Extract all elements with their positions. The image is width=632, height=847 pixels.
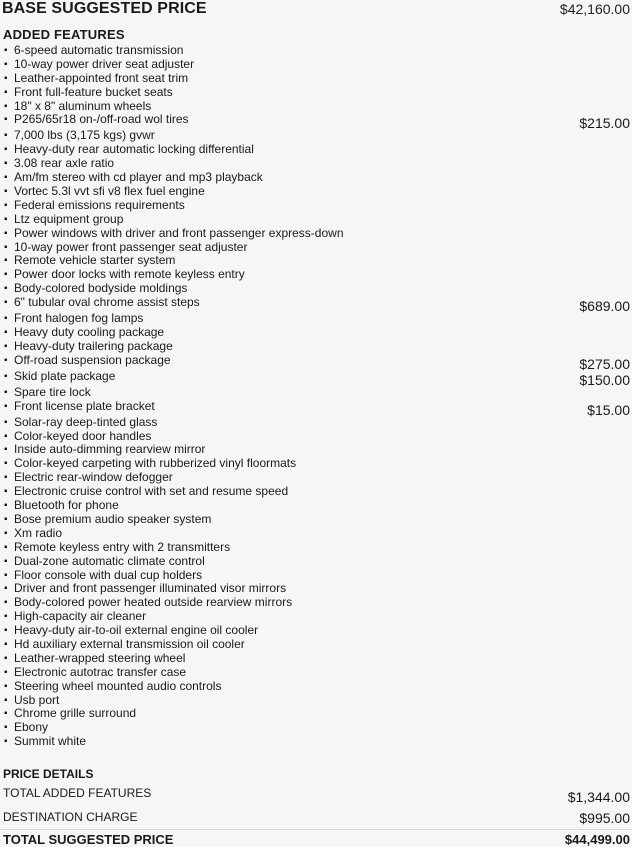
- bullet-icon: ▪: [4, 100, 8, 112]
- feature-item: [0, 457, 632, 471]
- feature-item: [0, 241, 632, 255]
- feature-label: Color-keyed carpeting with rubberized vinyl floormats: [14, 456, 297, 471]
- bullet-icon: ▪: [4, 45, 8, 56]
- feature-item: [0, 430, 632, 444]
- price-details-heading: PRICE DETAILS: [3, 767, 94, 781]
- bullet-icon: ▪: [4, 569, 8, 581]
- feature-label: Electronic cruise control with set and resume speed: [14, 484, 289, 499]
- feature-label: 18" x 8" aluminum wheels: [14, 98, 152, 113]
- bullet-icon: ▪: [4, 172, 8, 184]
- bullet-icon: ▪: [4, 297, 8, 309]
- feature-item: [0, 666, 632, 680]
- bullet-icon: ▪: [4, 213, 8, 225]
- feature-item: [0, 624, 632, 638]
- feature-label: Usb port: [14, 692, 60, 707]
- feature-item: [0, 340, 632, 354]
- bullet-icon: ▪: [4, 313, 8, 325]
- feature-label: Color-keyed door handles: [14, 428, 152, 443]
- bullet-icon: ▪: [4, 227, 8, 239]
- bullet-icon: ▪: [4, 680, 8, 692]
- feature-label: Heavy-duty trailering package: [14, 338, 173, 353]
- feature-item: [0, 112, 632, 132]
- base-price-label: BASE SUGGESTED PRICE: [2, 0, 207, 17]
- feature-item: [0, 541, 632, 555]
- feature-item: [0, 569, 632, 583]
- bullet-icon: ▪: [4, 513, 8, 525]
- feature-item: [0, 680, 632, 694]
- bullet-icon: ▪: [4, 130, 8, 142]
- feature-price: $215.00: [579, 115, 630, 132]
- bullet-icon: ▪: [4, 158, 8, 170]
- destination-charge-label: DESTINATION CHARGE: [3, 810, 138, 824]
- feature-label: Front full-feature bucket seats: [14, 84, 173, 99]
- bullet-icon: ▪: [4, 58, 8, 70]
- feature-item: [0, 312, 632, 326]
- feature-label: Chrome grille surround: [14, 706, 137, 721]
- feature-label: Skid plate package: [14, 368, 116, 383]
- feature-item: [0, 582, 632, 596]
- feature-label: Hd auxiliary external transmission oil cooler: [14, 636, 245, 651]
- feature-label: Ebony: [14, 720, 49, 735]
- bullet-icon: ▪: [4, 241, 8, 253]
- feature-price: $689.00: [579, 298, 630, 315]
- bullet-icon: ▪: [4, 370, 8, 382]
- feature-label: 10-way power front passenger seat adjuster: [14, 239, 248, 254]
- feature-item: [0, 400, 632, 416]
- feature-item: [0, 707, 632, 721]
- bullet-icon: ▪: [4, 527, 8, 539]
- feature-item: [0, 199, 632, 213]
- feature-price: $150.00: [579, 371, 630, 388]
- feature-label: 3.08 rear axle ratio: [14, 156, 115, 171]
- feature-item: [0, 416, 632, 430]
- feature-item: [0, 254, 632, 268]
- feature-label: Heavy-duty air-to-oil external engine oil cooler: [14, 623, 259, 638]
- bullet-icon: ▪: [4, 199, 8, 211]
- feature-item: [0, 354, 632, 370]
- feature-item: [0, 386, 632, 400]
- bullet-icon: ▪: [4, 186, 8, 198]
- bullet-icon: ▪: [4, 458, 8, 470]
- bullet-icon: ▪: [4, 486, 8, 498]
- bullet-icon: ▪: [4, 500, 8, 512]
- feature-label: Body-colored bodyside moldings: [14, 281, 188, 296]
- feature-item: [0, 370, 632, 386]
- feature-price: $15.00: [587, 401, 630, 418]
- feature-label: Ltz equipment group: [14, 211, 124, 226]
- feature-item: [0, 721, 632, 735]
- feature-label: Off-road suspension package: [14, 352, 171, 367]
- feature-label: Summit white: [14, 734, 87, 749]
- feature-item: [0, 129, 632, 143]
- bullet-icon: ▪: [4, 583, 8, 595]
- feature-label: Dual-zone automatic climate control: [14, 553, 205, 568]
- bullet-icon: ▪: [4, 611, 8, 623]
- bullet-icon: ▪: [4, 269, 8, 281]
- feature-label: 7,000 lbs (3,175 kgs) gvwr: [14, 128, 155, 143]
- feature-item: [0, 596, 632, 610]
- feature-label: Steering wheel mounted audio controls: [14, 678, 222, 693]
- feature-label: Electric rear-window defogger: [14, 470, 173, 485]
- feature-item: [0, 86, 632, 100]
- bullet-icon: ▪: [4, 72, 8, 84]
- features-list: [0, 44, 632, 749]
- bullet-icon: ▪: [4, 625, 8, 637]
- destination-charge-value: $995.00: [579, 810, 630, 826]
- bullet-icon: ▪: [4, 255, 8, 267]
- bullet-icon: ▪: [4, 694, 8, 706]
- feature-item: [0, 694, 632, 708]
- feature-label: 10-way power driver seat adjuster: [14, 56, 195, 71]
- feature-label: Remote keyless entry with 2 transmitters: [14, 539, 231, 554]
- feature-item: [0, 652, 632, 666]
- feature-label: Floor console with dual cup holders: [14, 567, 203, 582]
- feature-item: [0, 58, 632, 72]
- bullet-icon: ▪: [4, 472, 8, 484]
- total-suggested-price-label: TOTAL SUGGESTED PRICE: [3, 832, 174, 847]
- bullet-icon: ▪: [4, 386, 8, 398]
- feature-item: [0, 295, 632, 315]
- bullet-icon: ▪: [4, 555, 8, 567]
- feature-item: [0, 143, 632, 157]
- feature-item: [0, 513, 632, 527]
- total-added-features-label: TOTAL ADDED FEATURES: [3, 786, 152, 800]
- bullet-icon: ▪: [4, 722, 8, 734]
- feature-item: [0, 171, 632, 185]
- feature-item: [0, 72, 632, 86]
- bullet-icon: ▪: [4, 430, 8, 442]
- feature-label: Body-colored power heated outside rearview mirrors: [14, 595, 293, 610]
- bullet-icon: ▪: [4, 354, 8, 366]
- bullet-icon: ▪: [4, 597, 8, 609]
- bullet-icon: ▪: [4, 416, 8, 428]
- bullet-icon: ▪: [4, 86, 8, 98]
- feature-label: Front halogen fog lamps: [14, 311, 144, 326]
- feature-item: [0, 735, 632, 749]
- feature-label: Bose premium audio speaker system: [14, 511, 212, 526]
- feature-item: [0, 44, 632, 58]
- feature-label: Solar-ray deep-tinted glass: [14, 414, 158, 429]
- feature-price: $275.00: [579, 355, 630, 372]
- feature-item: [0, 610, 632, 624]
- base-price-row: [0, 0, 632, 24]
- feature-label: Front license plate bracket: [14, 398, 155, 413]
- feature-label: Leather-wrapped steering wheel: [14, 650, 186, 665]
- feature-label: Federal emissions requirements: [14, 197, 185, 212]
- feature-label: Spare tire lock: [14, 384, 91, 399]
- feature-label: 6-speed automatic transmission: [14, 43, 184, 57]
- feature-label: Driver and front passenger illuminated visor mirrors: [14, 581, 287, 596]
- total-suggested-price-value: $44,499.00: [564, 832, 630, 847]
- feature-item: [0, 282, 632, 296]
- total-added-features-value: $1,344.00: [567, 789, 630, 805]
- bullet-icon: ▪: [4, 327, 8, 339]
- feature-label: Inside auto-dimming rearview mirror: [14, 442, 206, 457]
- feature-item: [0, 213, 632, 227]
- bullet-icon: ▪: [4, 283, 8, 295]
- feature-label: Heavy-duty rear automatic locking differential: [14, 142, 254, 157]
- divider: [0, 829, 632, 830]
- feature-label: Bluetooth for phone: [14, 498, 119, 513]
- feature-label: Power door locks with remote keyless entry: [14, 267, 245, 282]
- feature-label: Vortec 5.3l vvt sfi v8 flex fuel engine: [14, 184, 205, 199]
- feature-item: [0, 638, 632, 652]
- bullet-icon: ▪: [4, 444, 8, 456]
- bullet-icon: ▪: [4, 638, 8, 650]
- base-price-value: $42,160.00: [559, 1, 630, 17]
- feature-label: 6" tubular oval chrome assist steps: [14, 295, 200, 310]
- bullet-icon: ▪: [4, 708, 8, 720]
- bullet-icon: ▪: [4, 736, 8, 748]
- feature-item: [0, 485, 632, 499]
- feature-label: Power windows with driver and front passenger express-down: [14, 225, 344, 240]
- added-features-heading: ADDED FEATURES: [3, 27, 125, 42]
- feature-item: [0, 555, 632, 569]
- feature-item: [0, 326, 632, 340]
- feature-label: P265/65r18 on-/off-road wol tires: [14, 112, 189, 127]
- bullet-icon: ▪: [4, 666, 8, 678]
- feature-item: [0, 268, 632, 282]
- feature-item: [0, 227, 632, 241]
- feature-label: Am/fm stereo with cd player and mp3 playback: [14, 170, 263, 185]
- feature-label: Heavy duty cooling package: [14, 325, 165, 340]
- bullet-icon: ▪: [4, 114, 8, 126]
- bullet-icon: ▪: [4, 400, 8, 412]
- bullet-icon: ▪: [4, 144, 8, 156]
- feature-label: Electronic autotrac transfer case: [14, 664, 187, 679]
- feature-label: Remote vehicle starter system: [14, 253, 176, 268]
- feature-item: [0, 157, 632, 171]
- bullet-icon: ▪: [4, 652, 8, 664]
- feature-item: [0, 185, 632, 199]
- feature-label: High-capacity air cleaner: [14, 609, 147, 624]
- feature-item: [0, 527, 632, 541]
- bullet-icon: ▪: [4, 541, 8, 553]
- feature-item: [0, 100, 632, 114]
- feature-label: Leather-appointed front seat trim: [14, 70, 189, 85]
- feature-label: Xm radio: [14, 525, 63, 540]
- feature-item: [0, 471, 632, 485]
- bullet-icon: ▪: [4, 340, 8, 352]
- feature-item: [0, 443, 632, 457]
- feature-item: [0, 499, 632, 513]
